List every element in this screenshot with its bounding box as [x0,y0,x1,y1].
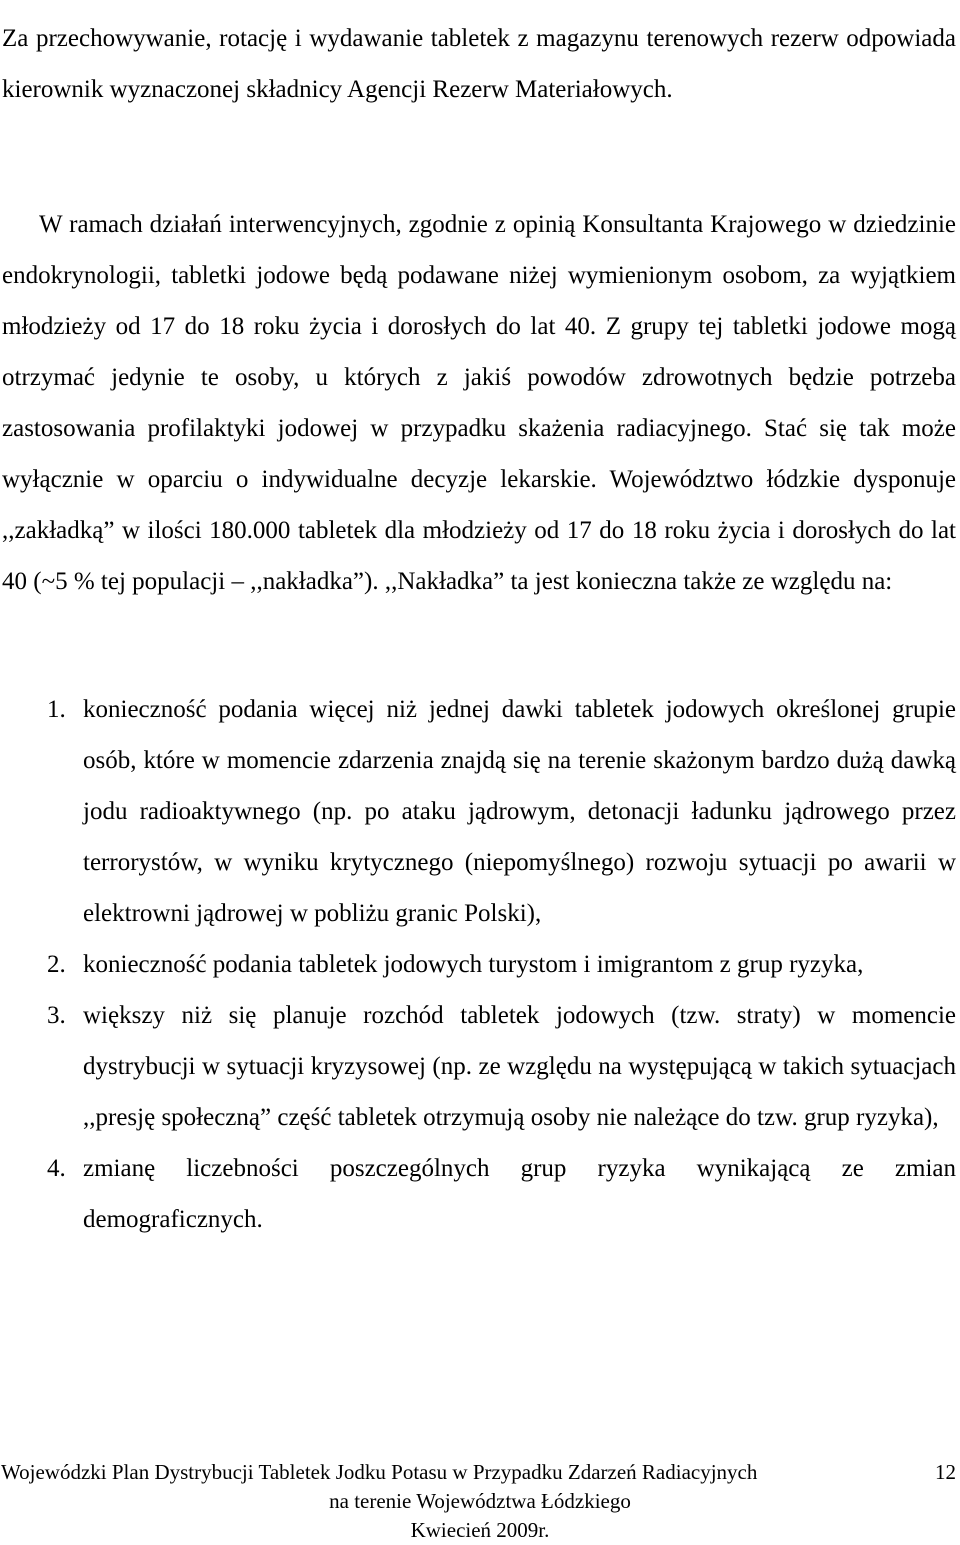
paragraph-intervention-actions: W ramach działań interwencyjnych, zgodnie z opinią Konsultanta Krajowego w dziedzinie endokrynologii, tabletki jodowe będą podawane niżej wymienionym osobom, za wyjątkiem młodzieży od 17 do 18 roku życia i dorosłych do lat 40. Z grupy tej tabletki jodowe mogą otrzymać jedynie te osoby, u których z jakiś powodów zdrowotnych będzie potrzeba zastosowania profilaktyki jodowej w przypadku skażenia radiacyjnego. Stać się tak może wyłącznie w oparciu o indywidualne decyzje lekarskie. Województwo łódzkie dysponuje ,,zakładką” w ilości 180.000 tabletek dla młodzieży od 17 do 18 roku życia i dorosłych do lat 40 (~5 % tej populacji – ,,nakładka”). ,,Nakładka” ta jest konieczna także ze względu na: [2,211,956,595]
list-item-text: większy niż się planuje rozchód tabletek jodowych (tzw. straty) w momencie dystrybucji w sytuacji kryzysowej (np. ze względu na występującą w takich sytuacjach ,,presję społeczną” część tabletek otrzymują osoby nie należące do tzw. grup ryzyka), [83,1002,956,1131]
footer-date: Kwiecień 2009r. [410,1518,550,1542]
footer-subtitle: na terenie Województwa Łódzkiego [329,1489,631,1513]
page-number: 12 [935,1460,956,1484]
reasons-list [0,684,956,1245]
list-item-number: 1. [47,696,66,723]
list-item-text: konieczność podania więcej niż jednej dawki tabletek jodowych określonej grupie osób, które w momencie zdarzenia znajdą się na terenie skażonym bardzo dużą dawką jodu radioaktywnego (np. po ataku jądrowym, detonacji ładunku jądrowego przez terrorystów, w wyniku krytycznego (niepomyślnego) rozwoju sytuacji po awarii w elektrowni jądrowej w pobliżu granic Polski), [83,696,956,927]
footer-title: Wojewódzki Plan Dystrybucji Tabletek Jodku Potasu w Przypadku Zdarzeń Radiacyjnych [1,1460,758,1484]
list-item-number: 3. [47,1002,66,1029]
list-item [0,990,956,1143]
list-item-text: zmianę liczebności poszczególnych grup ryzyka wynikającą ze zmian demograficznych. [83,1155,956,1233]
page-footer [0,1458,960,1545]
list-item [0,1143,956,1245]
list-item-number: 4. [47,1155,66,1182]
list-item-text: konieczność podania tabletek jodowych turystom i imigrantom z grup ryzyka, [83,951,864,978]
paragraph-storage-responsibility: Za przechowywanie, rotację i wydawanie tabletek z magazynu terenowych rezerw odpowiada kierownik wyznaczonej składnicy Agencji Rezerw Materiałowych. [2,25,956,103]
list-item [0,939,956,990]
list-item-number: 2. [47,951,66,978]
list-item [0,684,956,939]
